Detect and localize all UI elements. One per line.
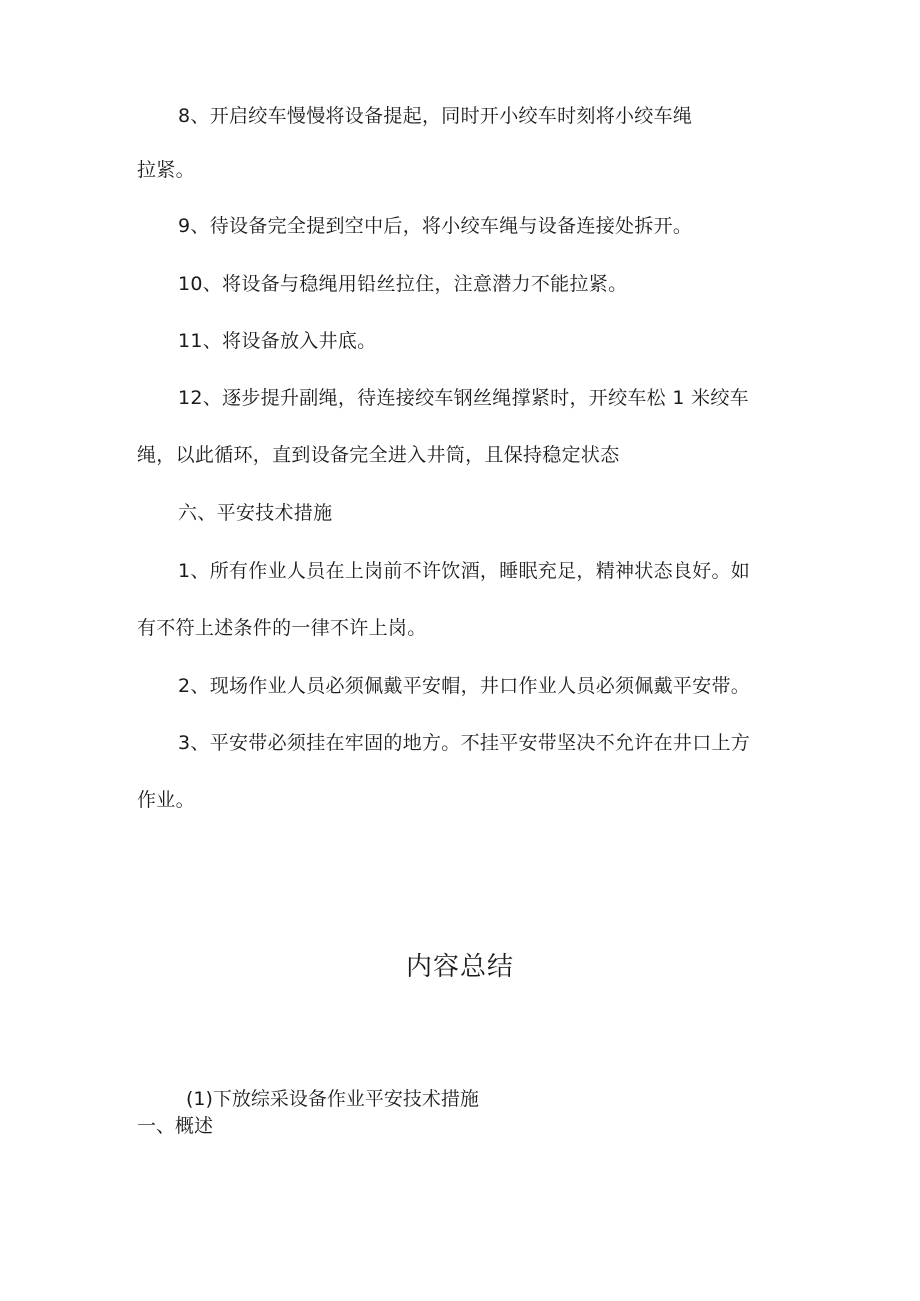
- paragraph-line: 9、待设备完全提到空中后，将小绞车绳与设备连接处拆开。: [178, 215, 693, 237]
- paragraph-line: 作业。: [137, 789, 195, 811]
- paragraph-line: 1、所有作业人员在上岗前不许饮酒，睡眠充足，精神状态良好。如: [178, 560, 751, 582]
- summary-item: (1)下放综采设备作业平安技术措施: [186, 1088, 479, 1110]
- section-heading: 六、平安技术措施: [178, 502, 333, 524]
- paragraph-line: 10、将设备与稳绳用铅丝拉住，注意潜力不能拉紧。: [178, 273, 628, 295]
- paragraph-line: 8、开启绞车慢慢将设备提起，同时开小绞车时刻将小绞车绳: [178, 105, 693, 127]
- paragraph-line: 11、将设备放入井底。: [178, 330, 377, 352]
- paragraph-line: 有不符上述条件的一律不许上岗。: [137, 617, 427, 639]
- summary-title: 内容总结: [405, 952, 514, 982]
- paragraph-line: 3、平安带必须挂在牢固的地方。不挂平安带坚决不允许在井口上方: [178, 732, 751, 754]
- summary-item: 一、概述: [137, 1115, 214, 1137]
- paragraph-line: 2、现场作业人员必须佩戴平安帽，井口作业人员必须佩戴平安带。: [178, 675, 751, 697]
- paragraph-line: 绳，以此循环，直到设备完全进入井筒，且保持稳定状态: [137, 444, 620, 466]
- paragraph-line: 拉紧。: [137, 159, 195, 181]
- paragraph-line: 12、逐步提升副绳，待连接绞车钢丝绳撑紧时，开绞车松 1 米绞车: [178, 387, 749, 409]
